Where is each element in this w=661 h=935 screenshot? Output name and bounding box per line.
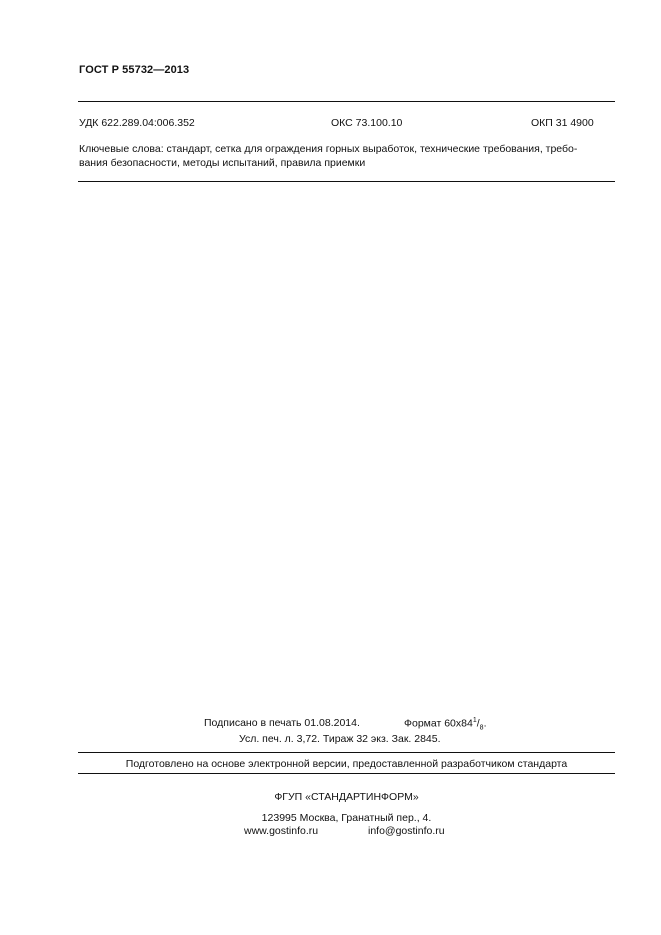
keywords-line-2: вания безопасности, методы испытаний, правила приемки: [79, 157, 366, 169]
paper-format: Формат $60x84^1/_8$.: [404, 717, 487, 732]
keywords-bottom-rule: [78, 181, 615, 182]
prepared-note: Подготовлено на основе электронной версии, предоставленной разработчиком стандарта: [125, 758, 568, 770]
udk-code: УДК 622.289.04:006.352: [79, 117, 195, 129]
signed-date: Подписано в печать 01.08.2014.: [204, 717, 360, 729]
format-label: Формат 60x84: [404, 717, 473, 730]
publisher-address: 123995 Москва, Гранатный пер., 4.: [261, 812, 432, 824]
imprint-rule-top: [78, 752, 615, 753]
okp-code: ОКП 31 4900: [531, 117, 594, 129]
publisher-website: www.gostinfo.ru: [244, 825, 319, 837]
publisher-name: ФГУП «СТАНДАРТИНФОРМ»: [274, 791, 419, 803]
publisher-email: info@gostinfo.ru: [368, 825, 445, 837]
standard-number: ГОСТ Р 55732—2013: [79, 64, 190, 76]
keywords-line-1: Ключевые слова: стандарт, сетка для ограждения горных выработок, технические требования, требо-: [79, 143, 578, 155]
format-denominator: 8: [479, 724, 484, 732]
oks-code: ОКС 73.100.10: [331, 117, 403, 129]
keywords-block: [79, 142, 615, 170]
imprint-rule-bottom: [78, 773, 615, 774]
print-info: Усл. печ. л. 3,72. Тираж 32 экз. Зак. 2845.: [239, 733, 441, 745]
top-rule: [78, 101, 615, 102]
format-numerator: 1: [472, 717, 477, 724]
